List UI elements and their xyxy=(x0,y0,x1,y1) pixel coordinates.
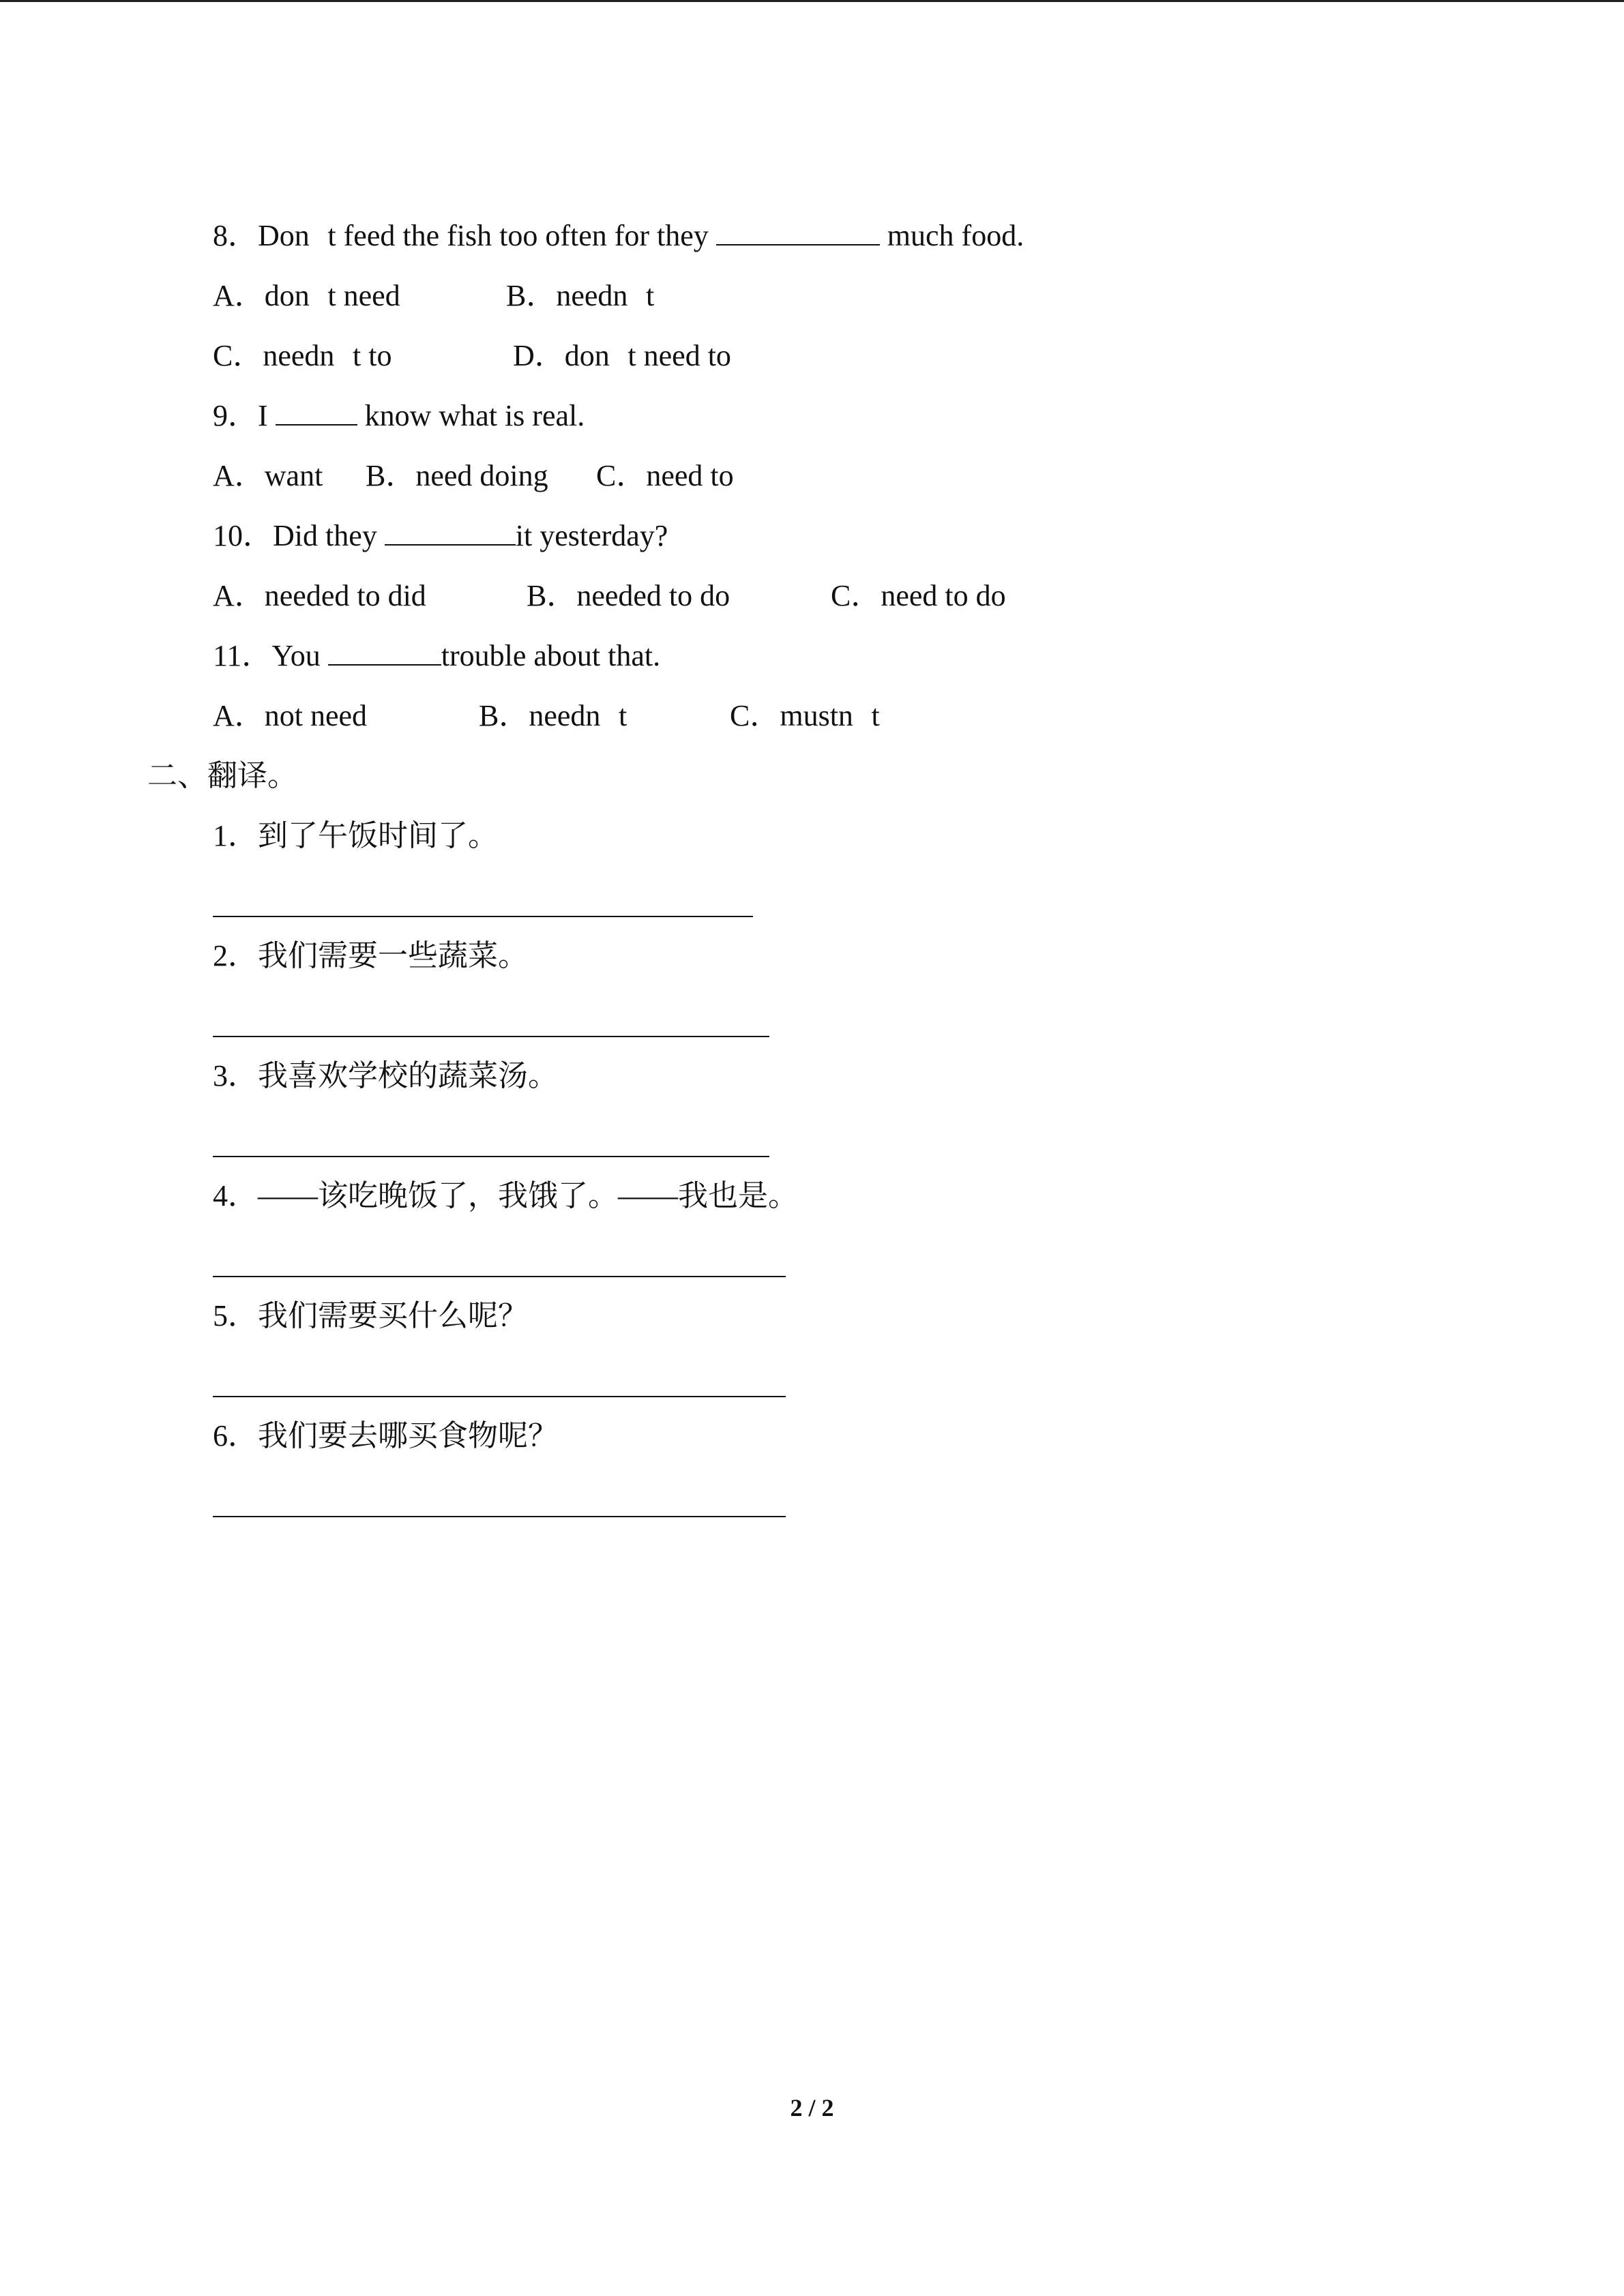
question-11 xyxy=(213,636,660,676)
option-a[interactable]: A．not need xyxy=(213,699,368,732)
option-d[interactable]: D．dont need to xyxy=(513,339,731,372)
answer-line-5[interactable] xyxy=(213,1396,786,1397)
answer-line-4[interactable] xyxy=(213,1276,786,1277)
translation-item-1: 1．到了午饭时间了。 xyxy=(213,819,498,852)
question-9 xyxy=(213,396,585,436)
answer-line-3[interactable] xyxy=(213,1156,769,1157)
answer-line-6[interactable] xyxy=(213,1516,786,1517)
option-b[interactable]: B．neednt xyxy=(479,699,628,732)
translation-item-3: 3．我喜欢学校的蔬菜汤。 xyxy=(213,1059,558,1092)
question-text-after: much food. xyxy=(879,219,1024,252)
question-text-before: You xyxy=(271,639,328,672)
question-number: 8． xyxy=(213,219,258,252)
question-text-after: trouble about that. xyxy=(441,639,661,672)
answer-blank[interactable] xyxy=(328,637,441,666)
answer-line-1[interactable] xyxy=(213,916,753,917)
question-10 xyxy=(213,516,668,556)
option-a[interactable]: A．want xyxy=(213,459,323,492)
question-text-after: it yesterday? xyxy=(515,519,668,552)
option-c[interactable]: C．neednt to xyxy=(213,339,392,372)
option-a[interactable]: A．needed to did xyxy=(213,579,426,612)
question-text-after: know what is real. xyxy=(357,399,585,432)
option-b[interactable]: B．neednt xyxy=(506,279,655,312)
section-heading: 二、翻译。 xyxy=(147,759,297,792)
question-text-before: Dont feed the fish too often for they xyxy=(258,219,716,252)
question-number: 11． xyxy=(213,639,272,672)
option-c[interactable]: C．need to do xyxy=(831,579,1006,612)
option-b[interactable]: B．needed to do xyxy=(527,579,730,612)
option-c[interactable]: C．need to xyxy=(596,459,734,492)
question-number: 10． xyxy=(213,519,273,552)
option-a[interactable]: A．dont need xyxy=(213,279,400,312)
page-top-border xyxy=(0,0,1624,2)
question-text-before: Did they xyxy=(273,519,385,552)
option-b[interactable]: B．need doing xyxy=(366,459,548,492)
translation-item-2: 2．我们需要一些蔬菜。 xyxy=(213,939,528,972)
answer-blank[interactable] xyxy=(385,517,516,546)
translation-item-4: 4．——该吃晚饭了，我饿了。——我也是。 xyxy=(213,1179,798,1212)
question-number: 9． xyxy=(213,399,258,432)
question-text-before: I xyxy=(258,399,276,432)
page-number: 2 / 2 xyxy=(790,2094,834,2121)
answer-blank[interactable] xyxy=(276,397,357,426)
answer-line-2[interactable] xyxy=(213,1036,769,1037)
option-c[interactable]: C．mustnt xyxy=(730,699,880,732)
translation-item-5: 5．我们需要买什么呢？ xyxy=(213,1299,528,1332)
answer-blank[interactable] xyxy=(716,217,880,245)
translation-item-6: 6．我们要去哪买食物呢？ xyxy=(213,1419,558,1452)
question-8 xyxy=(213,215,1024,256)
